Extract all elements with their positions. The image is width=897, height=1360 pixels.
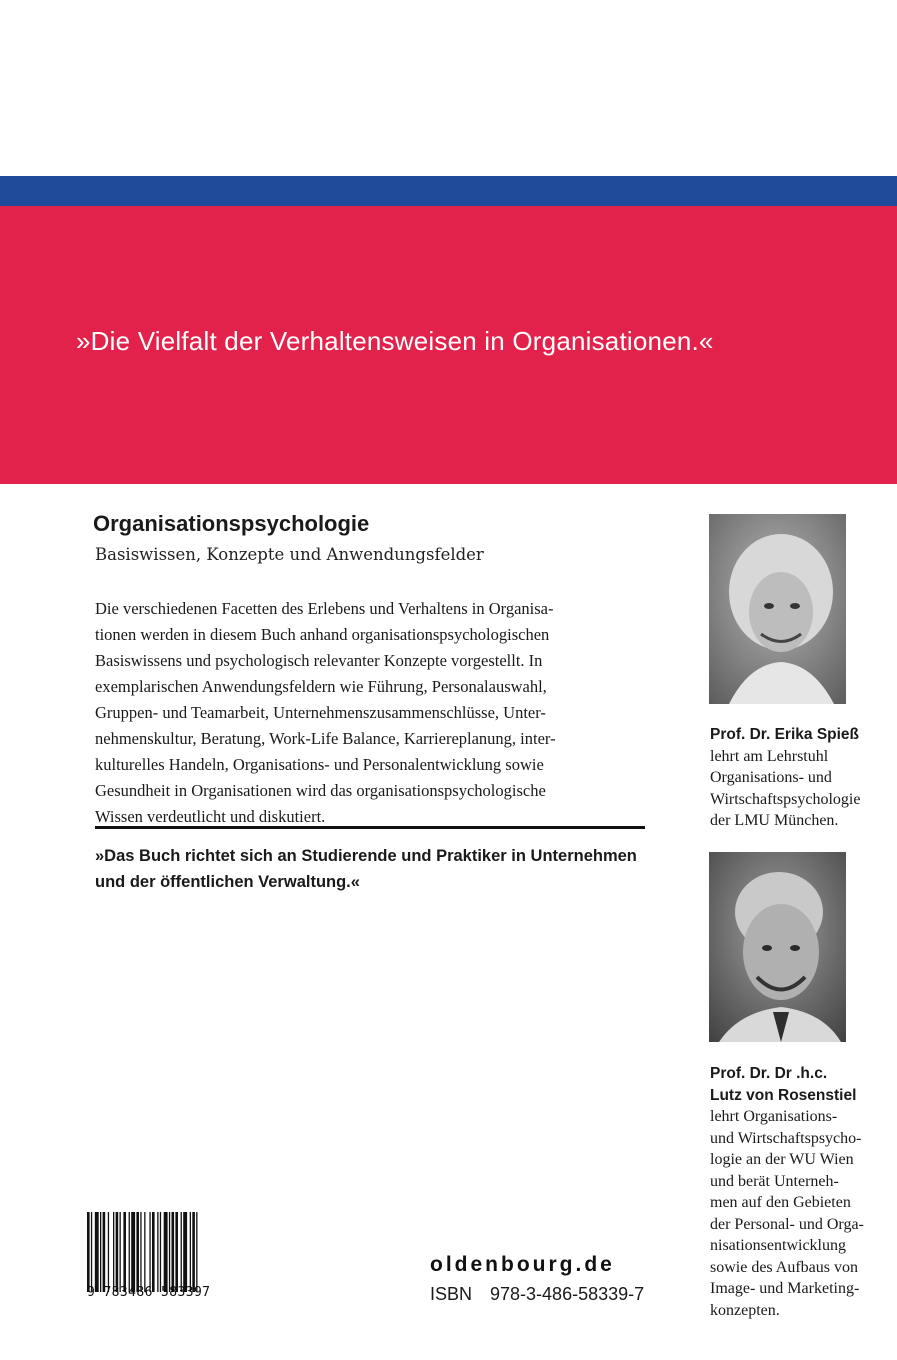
author-info-rosenstiel [710,1063,895,1321]
quote-line: »Das Buch richtet sich an Studierende und Praktiker in Unternehmen [95,847,637,865]
barcode-bar [140,1212,141,1292]
barcode-bar [95,1212,99,1292]
author-bio-line: und Wirtschaftspsycho- [710,1129,862,1147]
author-photo-spiess [709,514,846,704]
barcode-bar [172,1212,175,1292]
barcode-bar [149,1212,150,1292]
barcode-bar [192,1212,195,1292]
barcode [87,1212,232,1292]
barcode-bar [183,1212,187,1292]
barcode-bar [157,1212,158,1292]
barcode-bar [91,1212,92,1292]
book-description [95,596,670,830]
author-bio-line: logie an der WU Wien [710,1151,854,1168]
isbn-label: ISBN [430,1284,473,1304]
barcode-bar [152,1212,155,1292]
cover-tagline: »Die Vielfalt der Verhaltensweisen in Organisationen.« [76,326,714,356]
description-line: tionen werden in diesem Buch anhand organisationspsychologischen [95,625,550,644]
barcode-bar [131,1212,135,1292]
barcode-bar [164,1212,168,1292]
quote-line: und der öffentlichen Verwaltung.« [95,873,360,891]
barcode-bar [87,1212,90,1292]
barcode-bar [160,1212,161,1292]
author-bio-line: und berät Unterneh- [710,1172,839,1190]
description-line: kulturelles Handeln, Organisations- und Personalentwicklung sowie [95,755,544,774]
author-bio-line: lehrt Organisations- [710,1108,838,1125]
barcode-bar [103,1212,106,1292]
barcode-bar [196,1212,197,1292]
description-line: Die verschiedenen Facetten des Erlebens und Verhaltens in Organisa- [95,599,554,618]
top-blue-band [0,176,897,206]
isbn-number: 978-3-486-58339-7 [490,1284,645,1304]
author-bio-line: sowie des Aufbaus von [710,1258,858,1276]
author-name: Lutz von Rosenstiel [710,1086,857,1104]
publisher-url: oldenbourg.de [430,1253,615,1276]
author-photo-rosenstiel [709,852,846,1042]
author-info-spiess [710,724,895,832]
author-bio-line: nisationsentwicklung [710,1237,846,1254]
author-bio-line: Organisations- und [710,769,832,786]
author-name: Prof. Dr. Dr .h.c. [710,1065,828,1082]
barcode-bar [108,1212,109,1292]
barcode-bar [129,1212,130,1292]
barcode-bar [181,1212,182,1292]
barcode-number: 9 783486 583397 [87,1285,211,1300]
barcode-bar [136,1212,139,1292]
author-bio-line: men auf den Gebieten [710,1194,851,1211]
author-bio-line: der Personal- und Orga- [710,1215,864,1233]
description-line: Wissen verdeutlicht und diskutiert. [95,807,326,826]
description-line: Basiswissens und psychologisch relevanter Konzepte vorgestellt. In [95,651,543,670]
barcode-bar [190,1212,191,1292]
description-line: Gruppen- und Teamarbeit, Unternehmenszusammenschlüsse, Unter- [95,703,546,722]
barcode-bar [144,1212,145,1292]
barcode-bar [116,1212,119,1292]
barcode-bar [120,1212,121,1292]
barcode-bar [113,1212,114,1292]
description-line: nehmenskultur, Beratung, Work-Life Balance, Karriereplanung, inter- [95,729,556,748]
author-bio-line: der LMU München. [710,812,839,829]
target-audience-quote [95,843,675,895]
barcode-bar [123,1212,126,1292]
barcode-bar [169,1212,170,1292]
author-name: Prof. Dr. Erika Spieß [710,726,860,743]
book-subtitle: Basiswissen, Konzepte und Anwendungsfelder [95,545,484,564]
description-line: Gesundheit in Organisationen wird das organisationspsychologische [95,781,546,800]
author-bio-line: Wirtschaftspsychologie [710,790,861,808]
author-bio-line: konzepten. [710,1301,780,1319]
book-title: Organisationspsychologie [93,511,370,536]
description-line: exemplarischen Anwendungsfeldern wie Führung, Personalauswahl, [95,677,547,696]
author-bio-line: lehrt am Lehrstuhl [710,747,829,765]
section-divider [95,826,645,829]
barcode-bar [100,1212,101,1292]
isbn [430,1284,644,1305]
author-bio-line: Image- und Marketing- [710,1280,860,1297]
barcode-bar [175,1212,178,1292]
